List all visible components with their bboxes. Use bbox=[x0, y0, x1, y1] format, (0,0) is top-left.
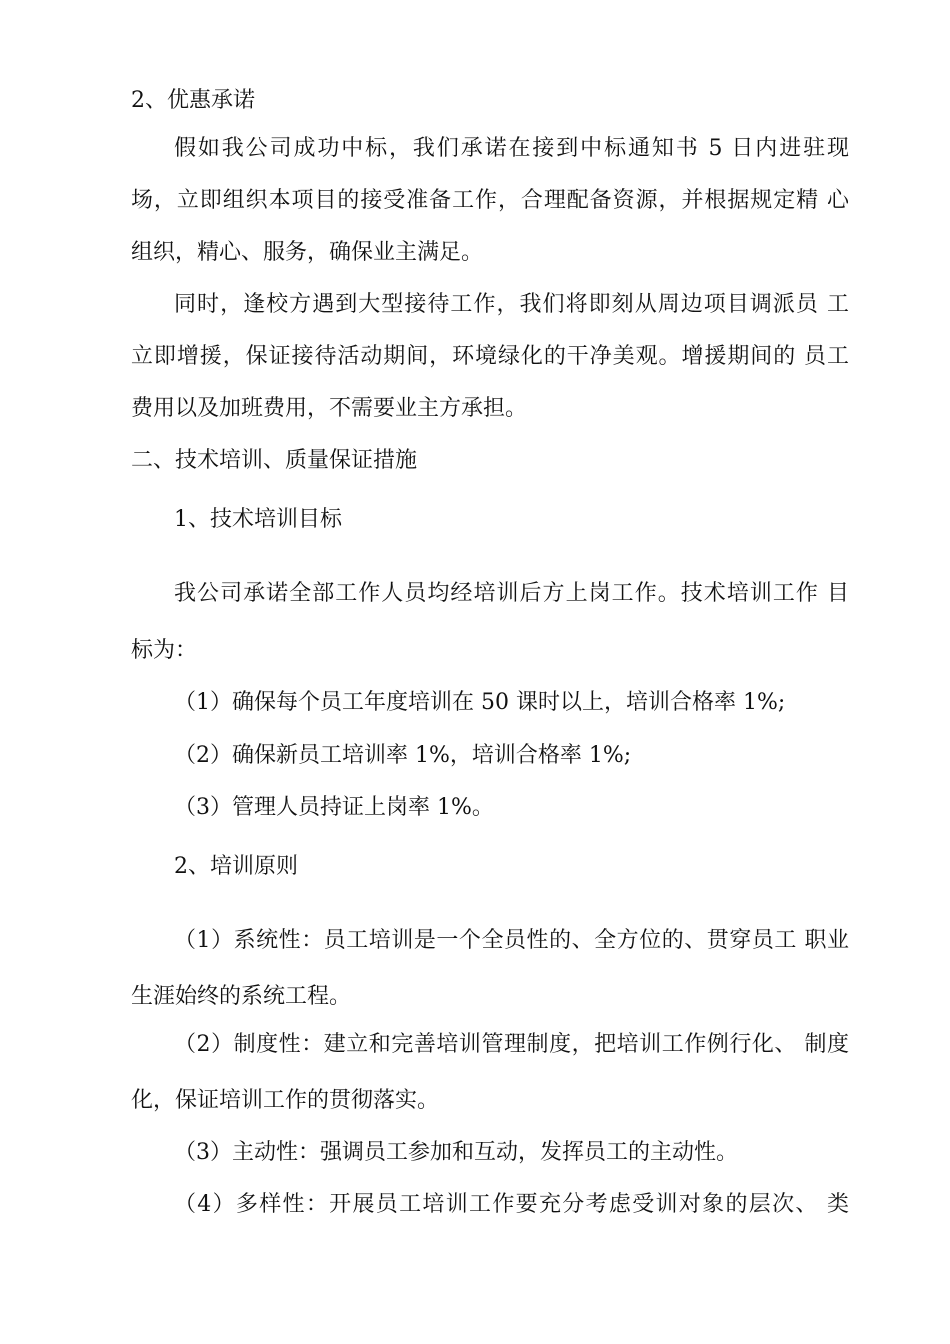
paragraph-line: 假如我公司成功中标，我们承诺在接到中标通知书 5 日内进驻现 bbox=[174, 136, 849, 161]
list-item: （2）确保新员工培训率 1%，培训合格率 1%; bbox=[174, 743, 632, 768]
chapter-heading-technical-training: 二、技术培训、质量保证措施 bbox=[131, 448, 418, 473]
list-item: （1）系统性：员工培训是一个全员性的、全方位的、贯穿员工 职业 bbox=[174, 928, 849, 953]
paragraph-line: 费用以及加班费用，不需要业主方承担。 bbox=[131, 396, 528, 421]
paragraph-line: 标为： bbox=[131, 638, 198, 663]
paragraph-line: 生涯始终的系统工程。 bbox=[131, 984, 352, 1009]
list-item: （2）制度性：建立和完善培训管理制度，把培训工作例行化、 制度 bbox=[174, 1032, 849, 1057]
paragraph-line: 同时，逢校方遇到大型接待工作，我们将即刻从周边项目调派员 工 bbox=[174, 292, 849, 317]
list-item: （4）多样性：开展员工培训工作要充分考虑受训对象的层次、 类 bbox=[174, 1192, 849, 1217]
subsection-heading-training-goals: 1、技术培训目标 bbox=[174, 507, 342, 532]
subsection-heading-training-principles: 2、培训原则 bbox=[174, 854, 298, 879]
section-heading-preferential-commitment: 2、优惠承诺 bbox=[131, 88, 255, 113]
paragraph-line: 组织，精心、服务，确保业主满足。 bbox=[131, 240, 484, 265]
list-item: （3）管理人员持证上岗率 1%。 bbox=[174, 795, 494, 820]
list-item: （3）主动性：强调员工参加和互动，发挥员工的主动性。 bbox=[174, 1140, 738, 1165]
paragraph-line: 我公司承诺全部工作人员均经培训后方上岗工作。技术培训工作 目 bbox=[174, 581, 849, 606]
paragraph-line: 化，保证培训工作的贯彻落实。 bbox=[131, 1088, 440, 1113]
paragraph-line: 立即增援，保证接待活动期间，环境绿化的干净美观。增援期间的 员工 bbox=[131, 344, 849, 369]
list-item: （1）确保每个员工年度培训在 50 课时以上，培训合格率 1%; bbox=[174, 690, 786, 715]
paragraph-line: 场，立即组织本项目的接受准备工作，合理配备资源，并根据规定精 心 bbox=[131, 188, 849, 213]
